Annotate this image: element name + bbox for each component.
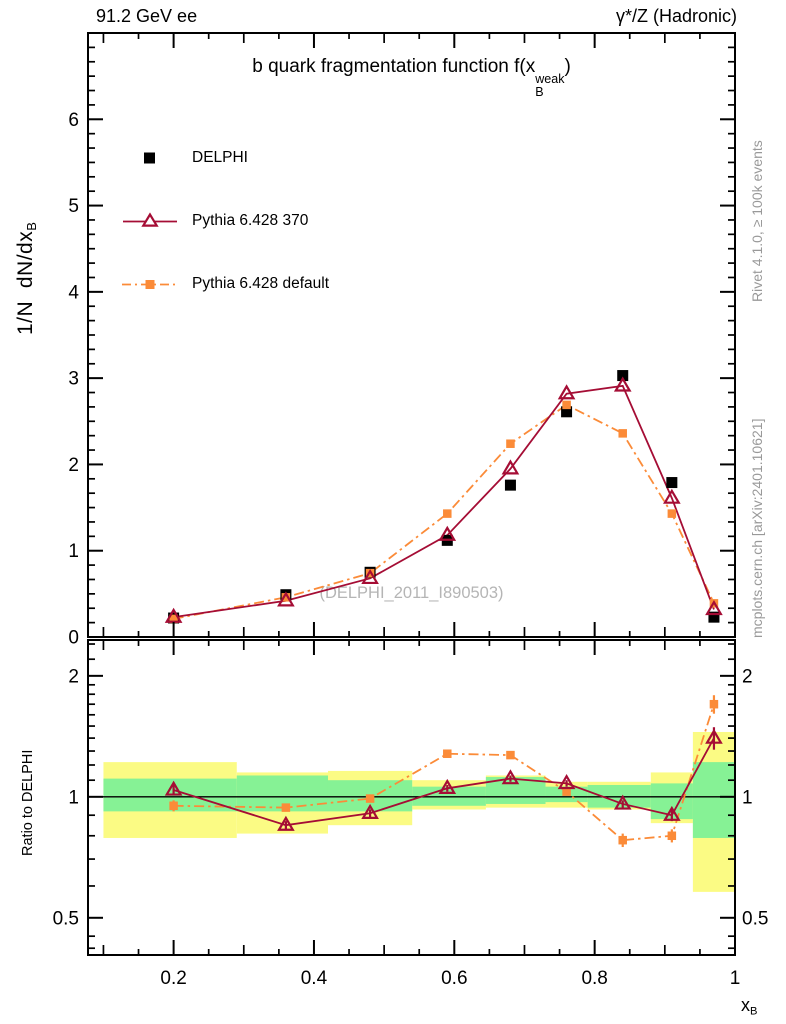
- x-tick-label: 0.8: [581, 968, 608, 989]
- legend-label-pythia-default: Pythia 6.428 default: [192, 274, 330, 292]
- legend-swatch-pythia-default: [118, 274, 182, 294]
- side-note-mcplots-arxiv: mcplots.cern.ch [arXiv:2401.10621]: [749, 418, 765, 638]
- plot-title-sub: B: [535, 84, 544, 99]
- delphi-data-point: [505, 480, 516, 491]
- plot-title-sup: weak: [535, 72, 565, 86]
- main-y-axis-label-text: 1/N dN/dx: [14, 230, 37, 335]
- legend-swatch-delphi: [118, 148, 182, 168]
- main-y-tick-label: 1: [68, 541, 79, 563]
- ratio-y-tick-label-left: 0.5: [52, 908, 79, 930]
- ratio-y-axis-label: Ratio to DELPHI: [20, 749, 36, 856]
- pythia-default-ratio-point: [282, 803, 291, 812]
- ratio-band-green-bin-8: [693, 762, 735, 838]
- ratio-y-tick-label-left: 1: [68, 787, 79, 809]
- pythia-default-ratio-point: [618, 836, 627, 845]
- legend-delphi-square-marker: [144, 152, 155, 163]
- pythia-default-ratio-point: [169, 802, 178, 811]
- ratio-y-tick-label-right: 0.5: [742, 908, 769, 930]
- legend: [118, 108, 329, 315]
- pythia-default-ratio-point: [366, 794, 375, 803]
- pythia-default-main-point: [618, 429, 627, 438]
- delphi-data-point: [666, 477, 677, 488]
- main-y-tick-label: 2: [68, 454, 79, 476]
- legend-pythia-default-square-marker: [146, 280, 155, 289]
- ratio-y-tick-label-right: 2: [742, 666, 753, 688]
- pythia-default-ratio-point: [668, 832, 677, 841]
- legend-label-pythia-370: Pythia 6.428 370: [192, 211, 309, 229]
- x-tick-label: 0.6: [441, 968, 468, 989]
- legend-label-delphi: DELPHI: [192, 148, 248, 166]
- main-y-axis-label-sub: B: [23, 221, 39, 231]
- main-y-tick-label: 0: [68, 627, 79, 649]
- main-y-tick-label: 4: [68, 282, 79, 304]
- pythia-default-main-point: [443, 509, 452, 518]
- side-note-rivet-version: Rivet 4.1.0, ≥ 100k events: [749, 140, 765, 302]
- x-axis-label-text: x: [741, 995, 750, 1015]
- pythia-default-main-point: [668, 509, 677, 518]
- watermark-analysis-id: (DELPHI_2011_I890503): [319, 584, 504, 602]
- header-process: γ*/Z (Hadronic): [615, 6, 737, 26]
- main-y-tick-label: 5: [68, 196, 79, 218]
- plot-title-text: b quark fragmentation function f(x: [252, 56, 536, 77]
- ratio-y-tick-label-left: 2: [68, 666, 79, 688]
- main-y-tick-label: 6: [68, 109, 79, 131]
- legend-item-pythia-370: [118, 207, 329, 234]
- ratio-y-tick-label-right: 1: [742, 787, 753, 809]
- pythia-default-ratio-point: [710, 700, 719, 709]
- plot-title-close: ): [564, 56, 571, 77]
- legend-swatch-pythia-370: [118, 211, 182, 231]
- x-tick-label: 1: [729, 968, 741, 989]
- pythia-default-ratio-point: [506, 751, 515, 760]
- main-y-tick-label: 3: [68, 368, 79, 390]
- pythia-370-main-line: [174, 386, 714, 617]
- x-tick-label: 0.2: [160, 968, 187, 989]
- pythia-default-ratio-point: [443, 749, 452, 758]
- x-tick-label: 0.4: [300, 968, 328, 989]
- x-axis-label-sub: B: [750, 1005, 758, 1018]
- legend-item-delphi: [118, 144, 329, 171]
- pythia-default-main-point: [506, 439, 515, 448]
- header-beam-energy: 91.2 GeV ee: [96, 6, 198, 26]
- legend-item-pythia-default: [118, 270, 329, 297]
- legend-pythia-370-triangle-marker: [143, 214, 156, 225]
- pythia-default-main-point: [562, 401, 571, 410]
